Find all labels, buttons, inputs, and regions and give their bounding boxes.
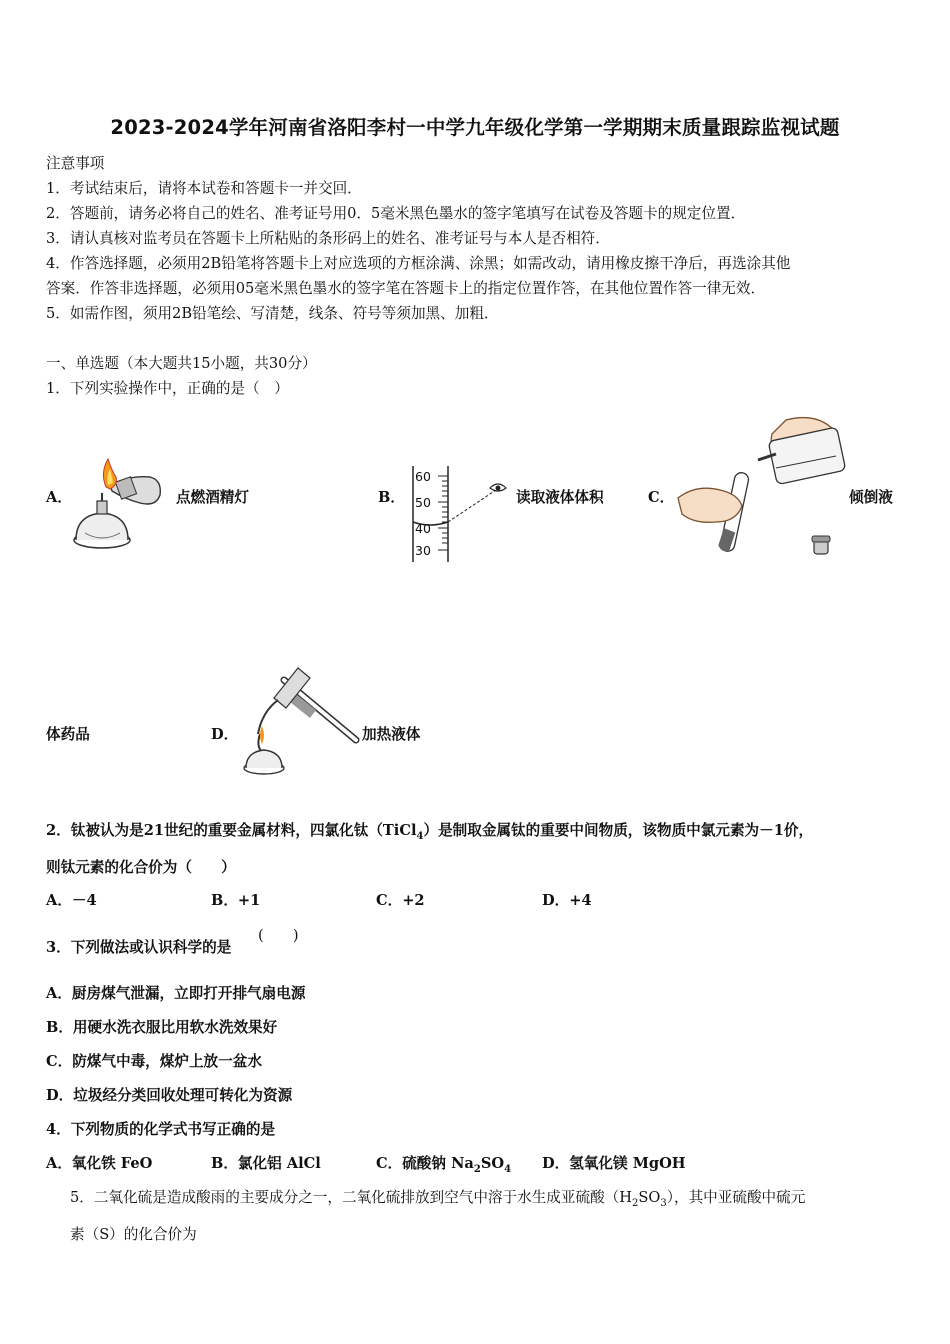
q5-stem-line1: 5．二氧化硫是造成酸雨的主要成分之一，二氧化硫排放到空气中溶于水生成亚硫酸$(H_2SO_3)$，其中亚硫酸中硫元	[70, 1189, 806, 1209]
q1-option-a-text: 点燃酒精灯	[176, 489, 249, 506]
q3-stem: 3．下列做法或认识科学的是	[46, 939, 232, 956]
q2-option-b: B．+1	[211, 892, 261, 909]
cylinder-tick-50: 50	[415, 495, 431, 510]
section-heading: 一、单选题（本大题共15小题，共30分）	[46, 355, 317, 372]
q4-option-c: C．硫酸钠 $Na_2SO_4$	[376, 1155, 512, 1175]
q1-option-a-letter: A．	[46, 489, 72, 506]
q3-option-d: D．垃圾经分类回收处理可转化为资源	[46, 1087, 293, 1104]
notice-item: 2．答题前，请务必将自己的姓名、准考证号用0．5毫米黑色墨水的签字笔填写在试卷及答题卡的规定位置．	[46, 205, 746, 222]
cylinder-tick-30: 30	[415, 543, 431, 558]
q4-stem: 4．下列物质的化学式书写正确的是	[46, 1121, 276, 1138]
notice-item: 4．作答选择题，必须用2B铅笔将答题卡上对应选项的方框涂满、涂黑；如需改动，请用橡皮擦干净后，再选涂其他	[46, 255, 791, 272]
notice-item: 1．考试结束后，请将本试卷和答题卡一并交回．	[46, 180, 362, 197]
q1-option-d-text: 加热液体	[362, 726, 421, 743]
q3-option-b: B．用硬水洗衣服比用软水洗效果好	[46, 1019, 278, 1036]
q1-option-b-text: 读取液体体积	[516, 489, 604, 506]
q3-option-c: C．防煤气中毒，煤炉上放一盆水	[46, 1053, 262, 1070]
q1-option-b-letter: B．	[378, 489, 405, 506]
notice-item: 5．如需作图，须用2B铅笔绘、写清楚，线条、符号等须加黑、加粗．	[46, 305, 499, 322]
alcohol-lamp-lighting-icon	[70, 455, 170, 560]
q1-option-d-letter: D．	[211, 726, 239, 743]
q2-stem-line1: 2．钛被认为是21世纪的重要金属材料，四氯化钛（TiCl$_4$）是制取金属钛的重要中间物质，该物质中氯元素为－1价，	[46, 822, 814, 842]
notice-item: 3．请认真核对监考员在答题卡上所粘贴的条形码上的姓名、准考证号与本人是否相符．	[46, 230, 610, 247]
heating-liquid-icon	[238, 664, 360, 784]
q2-option-c: C．+2	[376, 892, 425, 909]
q4-option-d: D．氢氧化镁 MgOH	[542, 1155, 686, 1172]
q2-option-a: A．－4	[46, 892, 97, 909]
q2-option-d: D．+4	[542, 892, 592, 909]
q1-option-c-letter: C．	[648, 489, 675, 506]
q2-stem-line2: 则钛元素的化合价为（ ）	[46, 859, 236, 876]
q4-option-b: B．氯化铝 AlCl	[211, 1155, 321, 1172]
cylinder-tick-40: 40	[415, 521, 431, 536]
q3-paren: ( )	[258, 927, 299, 944]
q5-stem-line2: 素（S）的化合价为	[70, 1226, 197, 1243]
cylinder-tick-60: 60	[415, 469, 431, 484]
q4-option-a: A．氧化铁 FeO	[46, 1155, 153, 1172]
q1-option-c-text-continued: 体药品	[46, 726, 90, 743]
notice-item: 答案．作答非选择题，必须用05毫米黑色墨水的签字笔在答题卡上的指定位置作答，在其他位置作答一律无效．	[46, 280, 766, 297]
page-title: 2023-2024学年河南省洛阳李村一中学九年级化学第一学期期末质量跟踪监视试题	[110, 116, 840, 139]
q1-option-c-text: 倾倒液	[849, 489, 893, 506]
notice-heading: 注意事项	[46, 155, 105, 172]
pouring-liquid-icon	[676, 410, 846, 560]
q3-option-a: A．厨房煤气泄漏，立即打开排气扇电源	[46, 985, 306, 1002]
q1-stem: 1．下列实验操作中，正确的是（ ）	[46, 380, 289, 397]
